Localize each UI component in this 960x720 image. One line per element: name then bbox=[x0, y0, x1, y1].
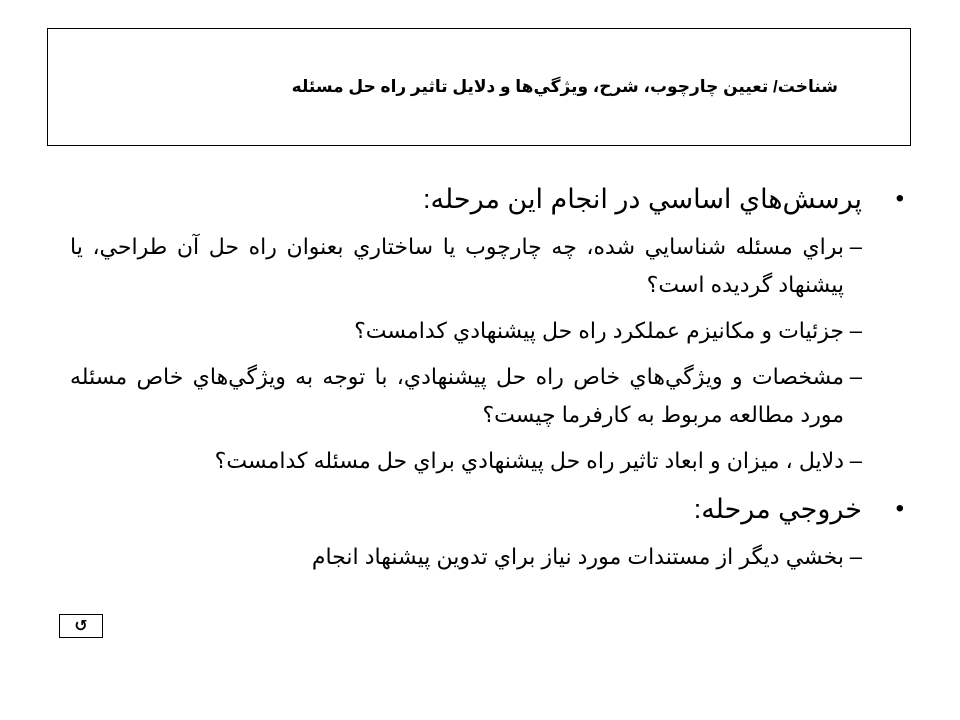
sub-item-framework: – براي مسئله شناسايي شده، چه چارچوب يا ساختاري بعنوان راه حل آن طراحي، يا پيشنهاد گرديده است؟ bbox=[70, 228, 912, 304]
sub-item-mechanism: – جزئيات و مكانيزم عملكرد راه حل پيشنهادي كدامست؟ bbox=[70, 312, 912, 350]
bullet-key-questions: • پرسش‌هاي اساسي در انجام اين مرحله: bbox=[70, 178, 912, 220]
sub-item-features: – مشخصات و ويژگي‌هاي خاص راه حل پيشنهادي، با توجه به ويژگي‌هاي خاص مسئله مورد مطالعه مربوط به كارفرما چيست؟ bbox=[70, 358, 912, 434]
slide-content bbox=[70, 178, 912, 576]
sub-item-impact: – دلايل ، ميزان و ابعاد تاثير راه حل پيشنهادي براي حل مسئله كدامست؟ bbox=[70, 442, 912, 480]
return-arrow-icon: ↺ bbox=[74, 618, 88, 635]
bullet-stage-output: • خروجي مرحله: bbox=[70, 488, 912, 530]
title-box bbox=[47, 28, 911, 146]
page-title: شناخت/ تعيين چارچوب، شرح، ويژگي‌ها و دلايل تاثير راه حل مسئله bbox=[291, 77, 838, 96]
sub-item-documents: – بخشي ديگر از مستندات مورد نياز براي تدوين پيشنهاد انجام bbox=[70, 538, 912, 576]
return-button[interactable] bbox=[59, 614, 103, 638]
